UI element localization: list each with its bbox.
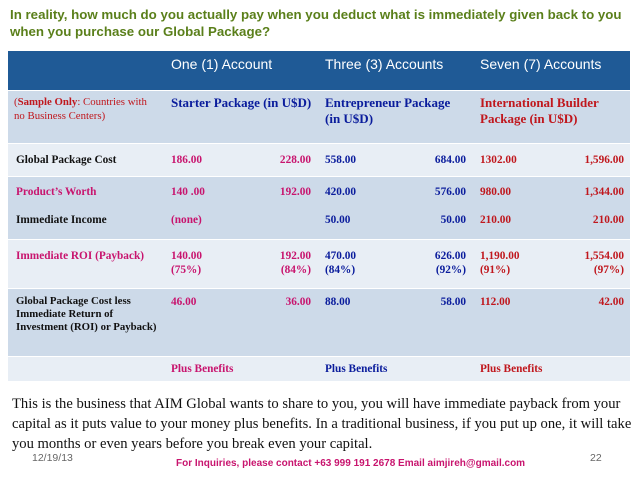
table-row-cost-less-roi [8, 289, 630, 357]
value-cell: 192.00 [279, 186, 311, 198]
value-cell: 470.00 [325, 250, 357, 262]
value-cell: 980.00 [480, 186, 512, 198]
sample-note: (Sample Only: Countries with no Business Centers) [8, 91, 163, 144]
table-row-roi [8, 240, 630, 289]
slide-number: 22 [590, 452, 602, 464]
header-seven-accounts: Seven (7) Accounts [472, 51, 630, 91]
value-cell: 1,190.00 [480, 250, 520, 262]
value-cell: 140.00 [171, 250, 203, 262]
header-blank [8, 51, 163, 91]
table-row-worth-income [8, 177, 630, 240]
value-cell: 36.00 [285, 296, 311, 308]
value-cell: 42.00 [598, 296, 624, 308]
table-header-row [8, 51, 630, 91]
value-cell: 558.00 [325, 154, 357, 166]
row-label: Immediate ROI (Payback) [16, 250, 145, 262]
value-cell: 58.00 [440, 296, 466, 308]
value-cell: 192.00 [279, 250, 311, 262]
value-cell: 140 .00 [171, 186, 205, 198]
value-cell: 112.00 [480, 296, 511, 308]
package-international-builder: International Builder Package (in U$D) [472, 91, 630, 144]
value-cell: 228.00 [279, 154, 311, 166]
slide-heading: In reality, how much do you actually pay when you deduct what is immediately given back to you when you purchase our Global Package? [10, 7, 622, 39]
value-cell: (91%) [480, 264, 511, 276]
value-cell: (92%) [435, 264, 466, 276]
plus-benefits-label: Plus Benefits [171, 363, 234, 375]
summary-paragraph: This is the business that AIM Global wants to share to you, you will have immediate payback from your capital as it puts value to your money plus benefits. In a traditional business, if you put up one, it will take you months or even years before you break even your capital. [12, 396, 632, 452]
plus-benefits-label: Plus Benefits [480, 363, 543, 375]
row-label: Product’s Worth [16, 186, 97, 198]
value-cell: 210.00 [592, 214, 624, 226]
value-cell: 46.00 [171, 296, 197, 308]
value-cell: 50.00 [325, 214, 351, 226]
row-label: Immediate Income [16, 214, 107, 226]
table-row-plus-benefits [8, 357, 630, 382]
value-cell: 186.00 [171, 154, 203, 166]
value-cell: 1,554.00 [584, 250, 624, 262]
value-cell: 1302.00 [480, 154, 517, 166]
table-row-packages [8, 91, 630, 144]
value-cell: 1,344.00 [584, 186, 624, 198]
row-label: Global Package Cost less Immediate Return of Investment (ROI) or Payback) [16, 295, 157, 333]
value-cell: (none) [171, 214, 202, 226]
value-cell: (84%) [280, 264, 311, 276]
plus-benefits-label: Plus Benefits [325, 363, 388, 375]
value-cell: (97%) [593, 264, 624, 276]
row-label: Global Package Cost [16, 154, 117, 166]
table-row-cost [8, 144, 630, 177]
value-cell: (84%) [325, 264, 356, 276]
value-cell: 88.00 [325, 296, 351, 308]
value-cell: 626.00 [434, 250, 466, 262]
value-cell: 210.00 [480, 214, 512, 226]
value-cell: 576.00 [434, 186, 466, 198]
footer-contact: For Inquiries, please contact +63 999 191 2678 Email aimjireh@gmail.com [176, 458, 526, 469]
value-cell: 50.00 [440, 214, 466, 226]
footer-date: 12/19/13 [32, 452, 73, 464]
value-cell: 684.00 [434, 154, 466, 166]
value-cell: 1,596.00 [584, 154, 624, 166]
comparison-table [8, 51, 630, 381]
value-cell: 420.00 [325, 186, 357, 198]
package-starter: Starter Package (in U$D) [163, 91, 317, 144]
package-entrepreneur: Entrepreneur Package (in U$D) [317, 91, 472, 144]
header-three-accounts: Three (3) Accounts [317, 51, 472, 91]
header-one-account: One (1) Account [163, 51, 317, 91]
value-cell: (75%) [171, 264, 202, 276]
